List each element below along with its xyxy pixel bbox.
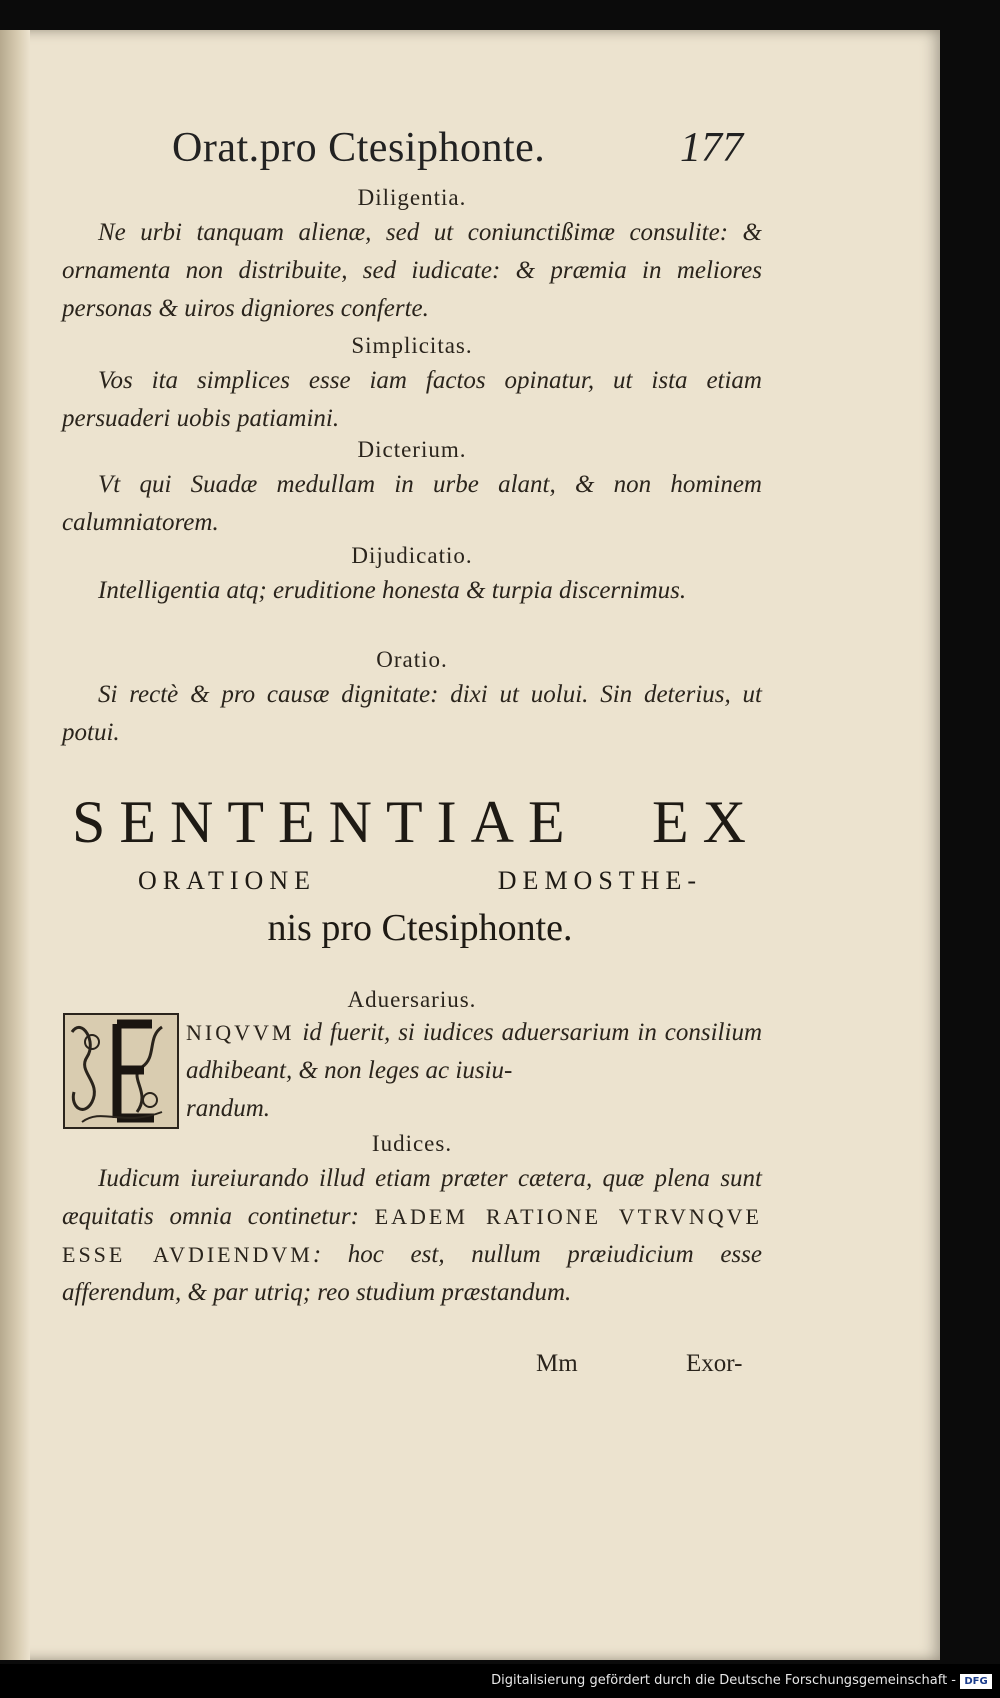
section-heading: Dicterium.: [357, 437, 467, 462]
smallcaps-opening: NIQVVM: [186, 1020, 295, 1045]
aduersarius-body: id fuerit, si iudices aduersarium in consilium adhibeant, & non leges ac iusiu-: [186, 1019, 762, 1084]
iudices-text: [62, 1160, 762, 1312]
section-heading: Oratio.: [376, 647, 448, 672]
section-text: Vt qui Suadæ medullam in urbe alant, & non hominem calumniatorem.: [62, 471, 762, 536]
catchword: Exor-: [686, 1350, 743, 1377]
funding-notice: Digitalisierung gefördert durch die Deutsche Forschungsgemeinschaft -: [491, 1673, 956, 1688]
dfg-logo-icon: DFG: [960, 1674, 992, 1689]
section-simplicitas: [62, 330, 762, 438]
title-line-2: ORATIONE DEMOSTHE-: [138, 866, 702, 895]
signature-mark: Mm: [536, 1350, 578, 1377]
section-heading: Aduersarius.: [347, 987, 477, 1012]
section-text: Ne urbi tanquam alienæ, sed ut coniunctißimæ consulite: & ornamenta non distribuite, sed iudicate: & præmia in meliores personas & uiros digniores conferte.: [62, 219, 762, 322]
section-text: Vos ita simplices esse iam factos opinatur, ut ista etiam persuaderi uobis patiamini.: [62, 367, 762, 432]
section-heading: Iudices.: [371, 1131, 453, 1156]
aduersarius-text: [186, 1014, 762, 1090]
decorated-initial-icon: [62, 1012, 180, 1130]
section-heading: Simplicitas.: [351, 333, 473, 358]
section-text: Intelligentia atq; eruditione honesta & turpia discernimus.: [98, 577, 687, 604]
section-text: Si rectè & pro causæ dignitate: dixi ut uolui. Sin deterius, ut potui.: [62, 681, 762, 746]
section-oratio: [62, 644, 762, 752]
section-dicterium: [62, 434, 762, 542]
footer-bar: [0, 1664, 1000, 1698]
section-diligentia: [62, 182, 762, 328]
aduersarius-cont: randum.: [186, 1095, 271, 1122]
running-head: Orat.pro Ctesiphonte.: [172, 125, 546, 171]
section-heading: Dijudicatio.: [351, 543, 473, 568]
section-iudices: [62, 1128, 762, 1312]
title-line-1: SENTENTIAE EX: [72, 789, 760, 855]
iudices-smallcaps: EADEM RATIONE VTRVNQVE ESSE AVDIENDVM: [62, 1204, 762, 1267]
iudices-text-b: : hoc est, nullum præiudicium esse afferendum, & par utriq; reo studium præstandum.: [62, 1241, 762, 1306]
section-dijudicatio: [62, 540, 762, 610]
page-number: 177: [680, 125, 743, 171]
iudices-text-a: Iudicum iureiurando illud etiam præter cætera, quæ plena sunt æquitatis omnia continetur:: [62, 1165, 762, 1230]
title-line-3: nis pro Ctesiphonte.: [267, 907, 573, 949]
section-heading: Diligentia.: [357, 185, 467, 210]
page-gutter: [0, 30, 30, 1660]
